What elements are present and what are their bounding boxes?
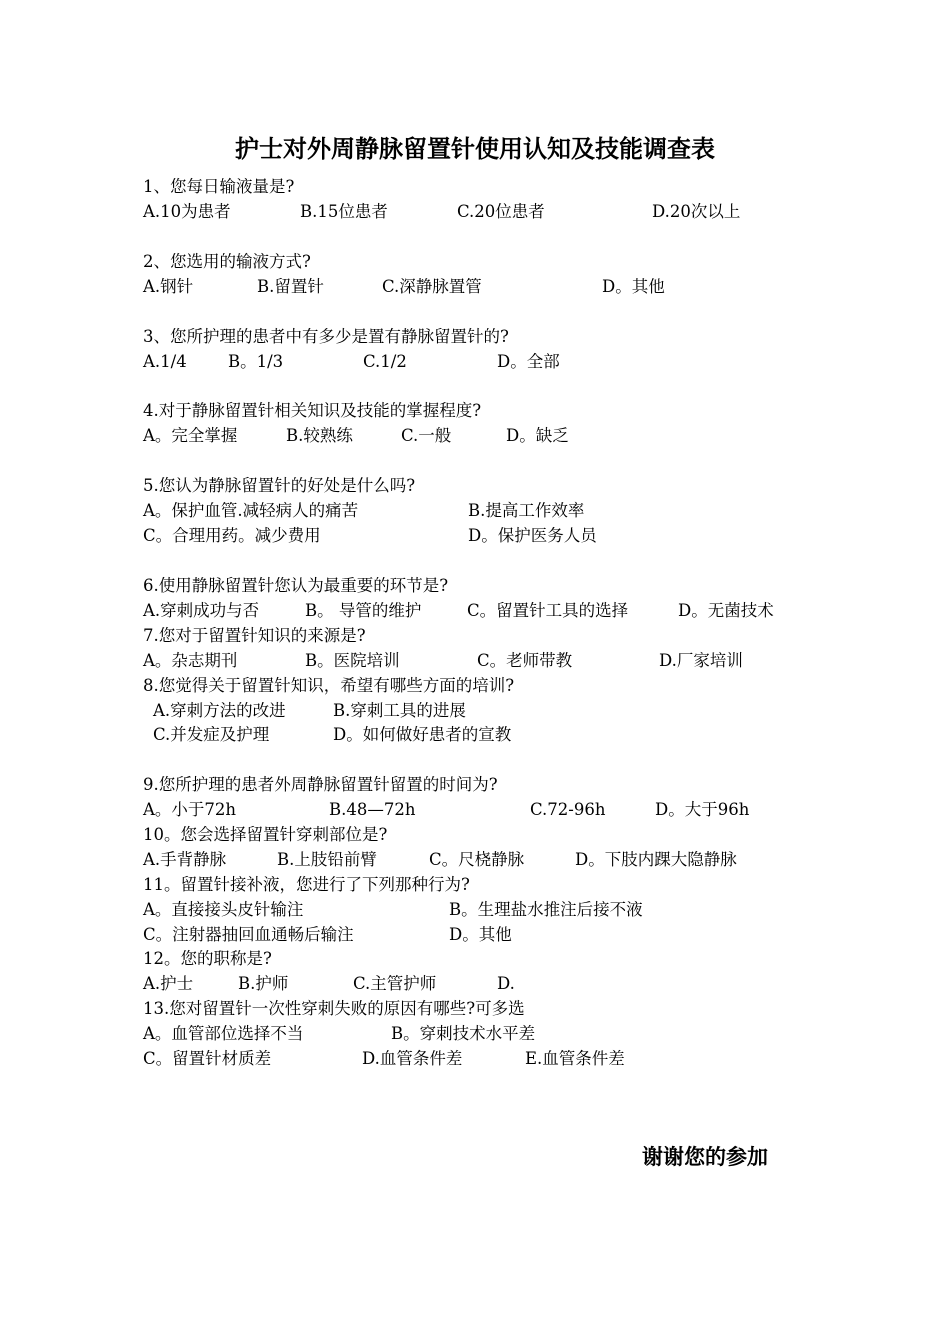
question-12-option-a: A.护士 [143,974,194,993]
question-10-option-b: B.上肢铅前臂 [277,850,377,869]
question-8-option-b: B.穿刺工具的进展 [333,701,466,720]
question-2-option-d: D。其他 [602,277,665,296]
question-12: 12。您的职称是? [143,949,272,968]
question-5-options-row-1 [143,498,843,523]
question-11-option-a: A。直接接头皮针输注 [143,900,304,919]
question-10-option-d: D。下肢内踝大隐静脉 [575,850,737,869]
question-6-option-b: B。 导管的维护 [305,601,422,620]
question-13-option-a: A。血管部位选择不当 [143,1024,304,1043]
question-10: 10。您会选择留置针穿刺部位是? [143,825,388,844]
question-3-options [143,349,843,374]
question-7-option-c: C。老师带教 [477,651,573,670]
question-2-options [143,274,843,299]
question-9-option-b: B.48—72h [329,800,416,819]
question-6-option-c: C。留置针工具的选择 [467,601,629,620]
question-4-option-c: C.一般 [401,426,452,445]
question-3-option-a: A.1/4 [143,352,187,371]
question-2-option-b: B.留置针 [257,277,324,296]
question-8-option-a: A.穿刺方法的改进 [153,701,286,720]
question-9-options [143,797,843,822]
question-9-option-a: A。小于72h [143,800,237,819]
question-10-options [143,847,843,872]
question-5-option-a: A。保护血管.减轻病人的痛苦 [143,501,359,520]
question-11-option-b: B。生理盐水推注后接不液 [449,900,643,919]
question-2-option-a: A.钢针 [143,277,194,296]
question-6-option-d: D。无菌技术 [678,601,774,620]
page-title: 护士对外周静脉留置针使用认知及技能调查表 [235,135,715,163]
question-3: 3、您所护理的患者中有多少是置有静脉留置针的? [143,327,509,346]
question-10-option-c: C。尺桡静脉 [429,850,525,869]
question-8-option-d: D。如何做好患者的宣教 [333,725,512,744]
question-13-options-row-1 [143,1021,843,1046]
question-5-options-row-2 [143,523,843,548]
question-11-options-row-2 [143,922,843,947]
question-11-option-c: C。注射器抽回血通畅后输注 [143,925,354,944]
question-6-options [143,598,843,623]
question-4-option-a: A。完全掌握 [143,426,238,445]
question-8: 8.您觉得关于留置针知识，希望有哪些方面的培训? [143,676,515,695]
question-12-option-c: C.主管护师 [353,974,437,993]
question-13-option-d: D.血管条件差 [362,1049,463,1068]
question-6-option-a: A.穿刺成功与否 [143,601,260,620]
question-5-option-b: B.提高工作效率 [468,501,585,520]
question-9: 9.您所护理的患者外周静脉留置针留置的时间为? [143,775,498,794]
question-5: 5.您认为静脉留置针的好处是什么吗? [143,476,416,495]
question-11: 11。留置针接补液，您进行了下列那种行为? [143,875,470,894]
question-6: 6.使用静脉留置针您认为最重要的环节是? [143,576,449,595]
question-12-option-b: B.护师 [238,974,289,993]
question-1-option-d: D.20次以上 [652,202,741,221]
question-1-option-a: A.10为患者 [143,202,231,221]
question-5-option-d: D。保护医务人员 [468,526,597,545]
question-5-option-c: C。合理用药。减少费用 [143,526,321,545]
question-7-option-a: A。杂志期刊 [143,651,238,670]
thank-you-note: 谢谢您的参加 [642,1145,768,1169]
question-3-option-d: D。全部 [497,352,560,371]
question-13-option-c: C。留置针材质差 [143,1049,272,1068]
question-3-option-c: C.1/2 [363,352,407,371]
question-2: 2、您选用的输液方式? [143,252,311,271]
question-7: 7.您对于留置针知识的来源是? [143,626,366,645]
question-13-option-b: B。穿刺技术水平差 [391,1024,536,1043]
question-11-options-row-1 [143,897,843,922]
question-12-option-d: D. [497,974,515,993]
question-4: 4.对于静脉留置针相关知识及技能的掌握程度? [143,401,482,420]
question-9-option-c: C.72-96h [530,800,606,819]
question-8-options-row-1 [143,698,843,723]
question-9-option-d: D。大于96h [655,800,750,819]
question-11-option-d: D。其他 [449,925,512,944]
question-4-option-d: D。缺乏 [506,426,569,445]
question-10-option-a: A.手背静脉 [143,850,227,869]
question-3-option-b: B。1/3 [228,352,284,371]
question-13: 13.您对留置针一次性穿刺失败的原因有哪些?可多选 [143,999,525,1018]
question-4-option-b: B.较熟练 [286,426,353,445]
question-8-option-c: C.并发症及护理 [153,725,270,744]
question-7-options [143,648,843,673]
question-8-options-row-2 [143,722,843,747]
question-13-option-e: E.血管条件差 [525,1049,625,1068]
question-1-option-b: B.15位患者 [300,202,388,221]
question-7-option-b: B。医院培训 [305,651,400,670]
question-1-option-c: C.20位患者 [457,202,545,221]
question-4-options [143,423,843,448]
question-7-option-d: D.厂家培训 [659,651,743,670]
question-1: 1、您每日输液量是? [143,177,295,196]
question-13-options-row-2 [143,1046,843,1071]
question-2-option-c: C.深静脉置管 [382,277,482,296]
question-12-options [143,971,843,996]
question-1-options [143,199,843,224]
